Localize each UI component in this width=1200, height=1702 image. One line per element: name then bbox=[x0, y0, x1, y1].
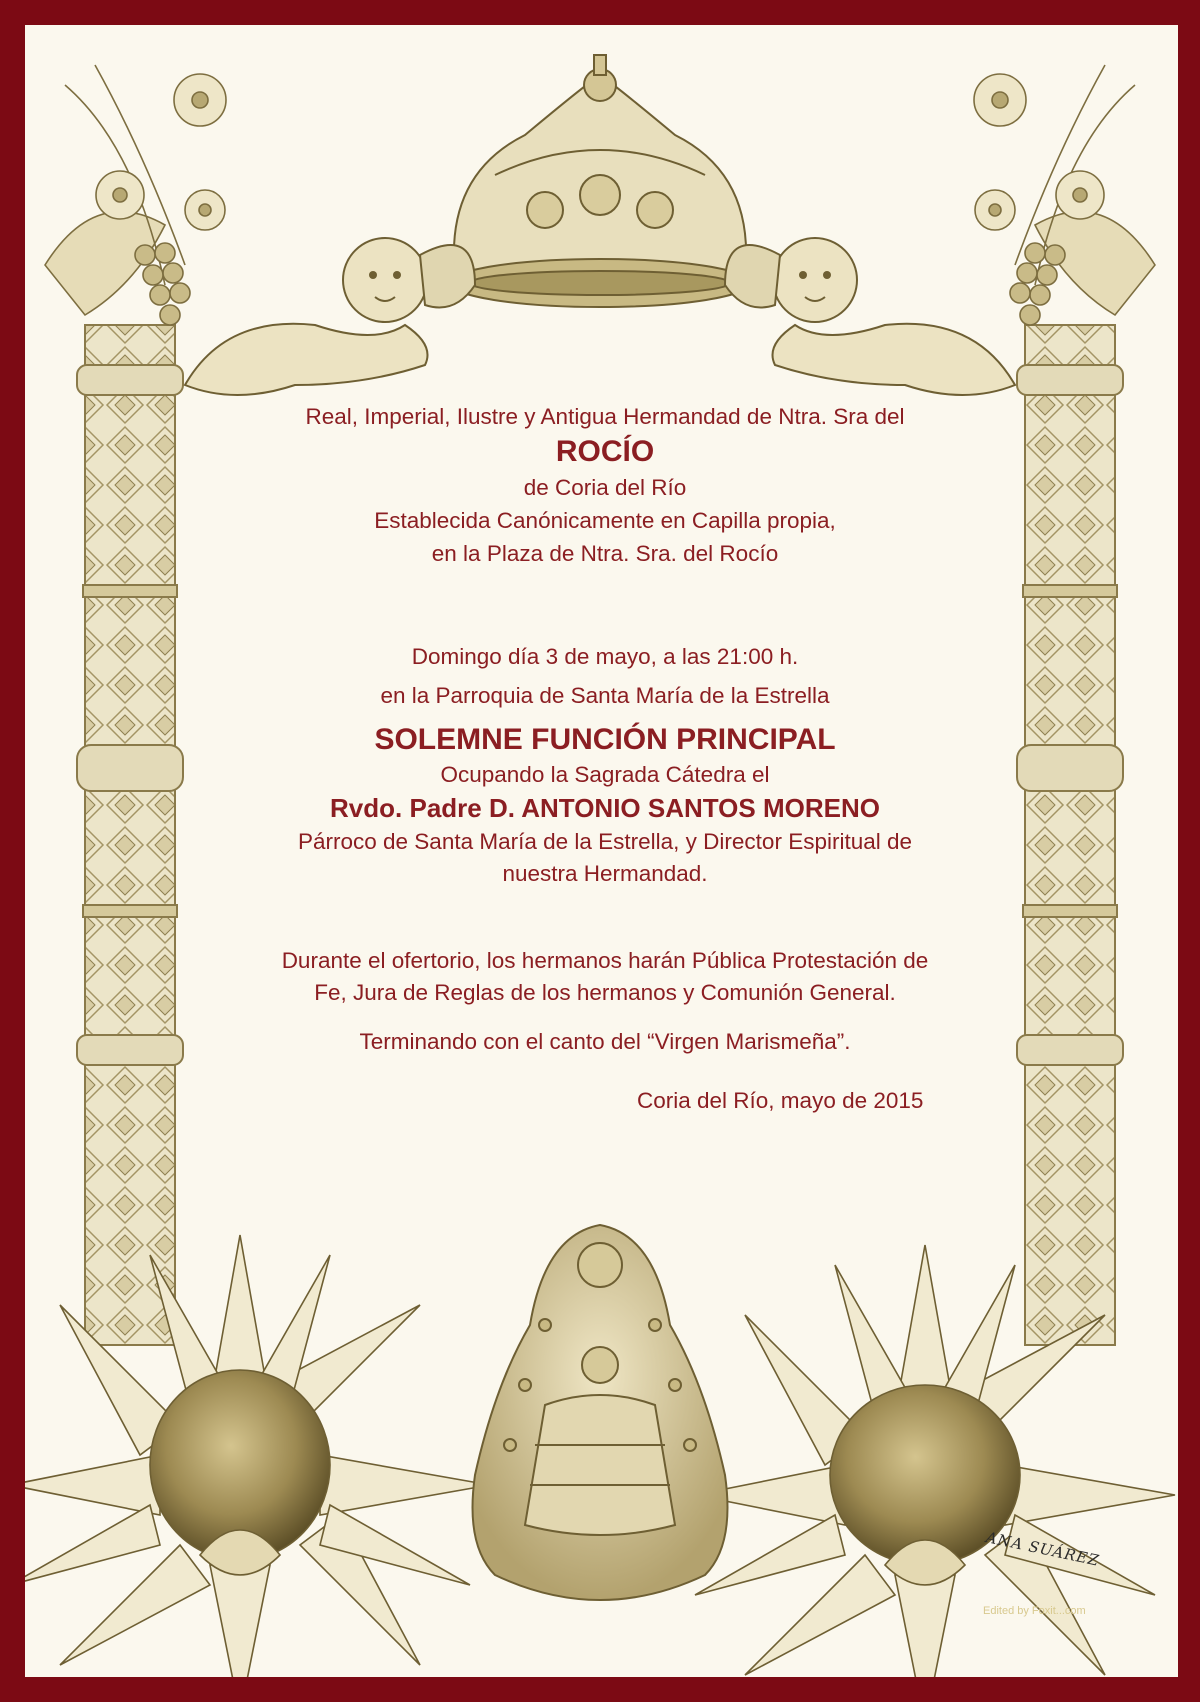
established-line-2: en la Plaza de Ntra. Sra. del Rocío bbox=[431, 541, 779, 566]
preacher-role-1: Párroco de Santa María de la Estrella, y Director Espiritual de bbox=[297, 829, 913, 854]
left-column bbox=[77, 325, 183, 1345]
invitation-text bbox=[185, 400, 1025, 570]
brotherhood-name: ROCÍO bbox=[555, 435, 655, 468]
offertory-line-2: Fe, Jura de Reglas de los hermanos y Comunión General. bbox=[314, 980, 896, 1005]
crown bbox=[450, 55, 750, 307]
right-cherub bbox=[725, 238, 1015, 395]
left-bouquet bbox=[45, 65, 226, 325]
event-title: SOLEMNE FUNCIÓN PRINCIPAL bbox=[374, 723, 836, 756]
invitation-paper bbox=[25, 25, 1178, 1677]
offertory-block bbox=[185, 945, 1025, 1009]
place-date: Coria del Río, mayo de 2015 bbox=[637, 1088, 924, 1113]
place-line: en la Parroquia de Santa María de la Estrella bbox=[380, 683, 830, 708]
watermark: Edited by Foxit...com bbox=[983, 1605, 1086, 1617]
event-details bbox=[185, 638, 1025, 716]
established-line-1: Establecida Canónicamente en Capilla propia, bbox=[374, 508, 836, 533]
closing-block bbox=[185, 1025, 1025, 1058]
preacher-intro: Ocupando la Sagrada Cátedra el bbox=[440, 762, 770, 787]
town-line: de Coria del Río bbox=[523, 475, 687, 500]
offertory-line-1: Durante el ofertorio, los hermanos harán Pública Protestación de bbox=[281, 948, 929, 973]
left-cherub bbox=[185, 238, 475, 395]
right-column bbox=[1017, 325, 1123, 1345]
virgin-medallion bbox=[473, 1225, 728, 1600]
preacher-name: Rvdo. Padre D. ANTONIO SANTOS MORENO bbox=[330, 793, 880, 823]
artist-signature: ANA SUÁREZ bbox=[984, 1528, 1102, 1570]
right-bouquet bbox=[974, 65, 1155, 325]
date-line: Domingo día 3 de mayo, a las 21:00 h. bbox=[411, 644, 799, 669]
closing-line: Terminando con el canto del “Virgen Marismeña”. bbox=[359, 1029, 851, 1054]
function-block bbox=[185, 720, 1025, 890]
brotherhood-line: Real, Imperial, Ilustre y Antigua Hermandad de Ntra. Sra del bbox=[305, 404, 905, 429]
preacher-role-2: nuestra Hermandad. bbox=[502, 861, 708, 886]
